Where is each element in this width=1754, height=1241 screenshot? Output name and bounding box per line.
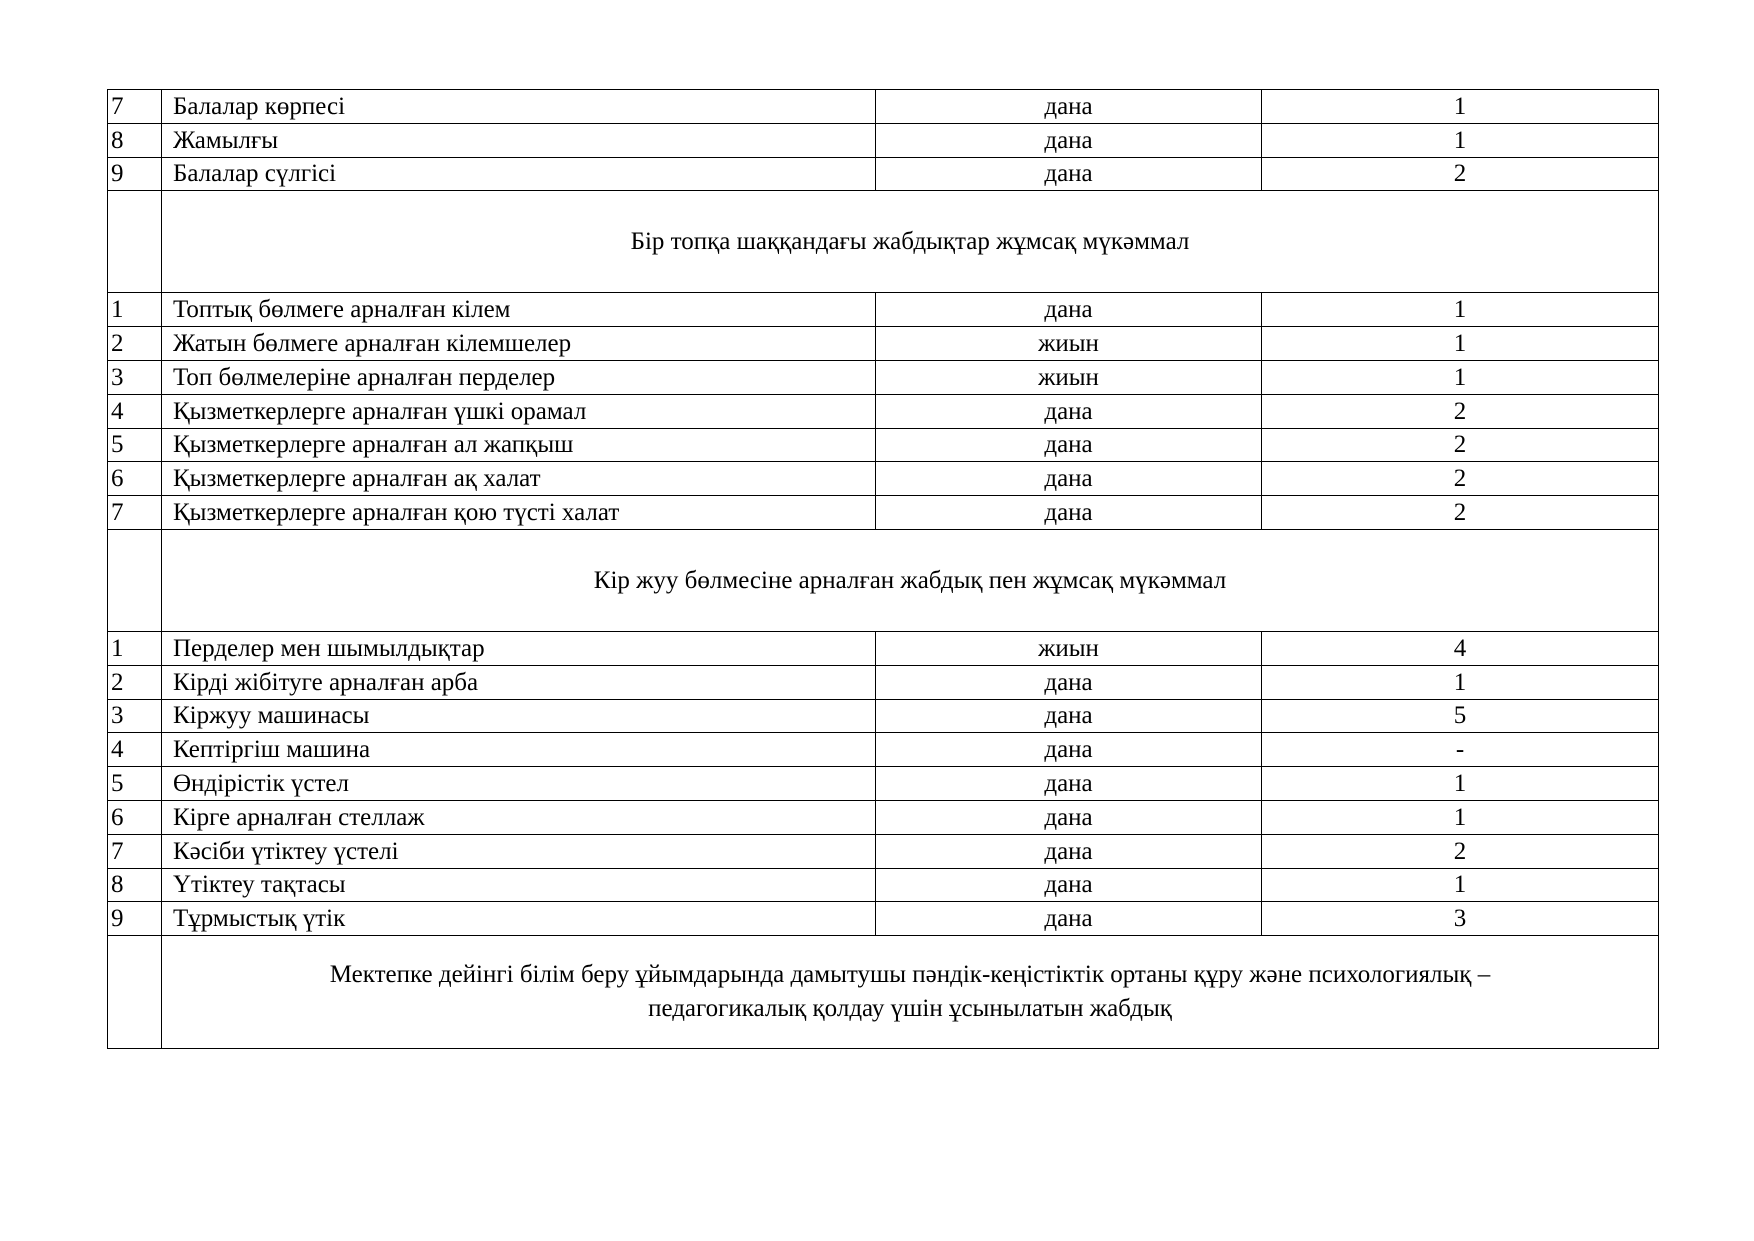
item-unit: дана [876, 157, 1262, 191]
row-number: 3 [108, 699, 162, 733]
row-number: 4 [108, 394, 162, 428]
item-unit: дана [876, 699, 1262, 733]
section-number-cell [108, 529, 162, 631]
row-number: 3 [108, 360, 162, 394]
item-unit: дана [876, 123, 1262, 157]
table-row [108, 360, 1659, 394]
item-quantity: 2 [1262, 462, 1659, 496]
section-number-cell [108, 936, 162, 1049]
item-unit: дана [876, 902, 1262, 936]
item-unit: дана [876, 767, 1262, 801]
item-name: Жатын бөлмеге арналған кілемшелер [162, 327, 876, 361]
item-unit: дана [876, 665, 1262, 699]
item-quantity: 1 [1262, 767, 1659, 801]
item-quantity: 1 [1262, 293, 1659, 327]
table-row [108, 868, 1659, 902]
item-name: Кәсіби үтіктеу үстелі [162, 834, 876, 868]
section-header-row [108, 529, 1659, 631]
item-name: Перделер мен шымылдықтар [162, 631, 876, 665]
item-name: Тұрмыстық үтік [162, 902, 876, 936]
item-quantity: 1 [1262, 360, 1659, 394]
item-unit: дана [876, 394, 1262, 428]
item-unit: дана [876, 496, 1262, 530]
item-unit: дана [876, 90, 1262, 124]
item-name: Қызметкерлерге арналған қою түсті халат [162, 496, 876, 530]
row-number: 7 [108, 90, 162, 124]
table-row [108, 800, 1659, 834]
table-row [108, 90, 1659, 124]
item-name: Өндірістік үстел [162, 767, 876, 801]
item-unit: дана [876, 293, 1262, 327]
item-quantity: 1 [1262, 800, 1659, 834]
row-number: 7 [108, 834, 162, 868]
row-number: 7 [108, 496, 162, 530]
section-header-row [108, 191, 1659, 293]
row-number: 6 [108, 462, 162, 496]
row-number: 6 [108, 800, 162, 834]
item-quantity: 1 [1262, 123, 1659, 157]
table-row [108, 631, 1659, 665]
item-unit: дана [876, 834, 1262, 868]
row-number: 5 [108, 767, 162, 801]
item-quantity: 1 [1262, 90, 1659, 124]
item-name: Топтық бөлмеге арналған кілем [162, 293, 876, 327]
item-unit: дана [876, 428, 1262, 462]
item-quantity: - [1262, 733, 1659, 767]
item-quantity: 4 [1262, 631, 1659, 665]
section-header-row [108, 936, 1659, 1049]
table-row [108, 428, 1659, 462]
table-row [108, 327, 1659, 361]
table-row [108, 462, 1659, 496]
item-name: Балалар сүлгісі [162, 157, 876, 191]
section-title-line-1: Мектепке дейінгі білім беру ұйымдарында дамытушы пәндік-кеңістіктік ортаны құру және психологиялық – [329, 961, 1491, 989]
item-quantity: 1 [1262, 665, 1659, 699]
section-number-cell [108, 191, 162, 293]
item-unit: жиын [876, 631, 1262, 665]
item-name: Жамылғы [162, 123, 876, 157]
section-title: Кір жуу бөлмесіне арналған жабдық пен жұмсақ мүкәммал [162, 529, 1659, 631]
item-quantity: 3 [1262, 902, 1659, 936]
item-name: Кіржуу машинасы [162, 699, 876, 733]
section-title: Бір топқа шаққандағы жабдықтар жұмсақ мүкәммал [162, 191, 1659, 293]
item-quantity: 2 [1262, 157, 1659, 191]
section-title-line-2: педагогикалық қолдау үшін ұсынылатын жабдық [648, 995, 1172, 1023]
table-row [108, 293, 1659, 327]
equipment-table [107, 89, 1659, 1049]
row-number: 1 [108, 293, 162, 327]
row-number: 9 [108, 157, 162, 191]
item-unit: дана [876, 868, 1262, 902]
item-unit: дана [876, 733, 1262, 767]
item-quantity: 2 [1262, 394, 1659, 428]
table-row [108, 699, 1659, 733]
table-row [108, 767, 1659, 801]
table-row [108, 902, 1659, 936]
item-quantity: 2 [1262, 428, 1659, 462]
table-row [108, 733, 1659, 767]
row-number: 8 [108, 868, 162, 902]
item-unit: дана [876, 462, 1262, 496]
row-number: 9 [108, 902, 162, 936]
item-name: Балалар көрпесі [162, 90, 876, 124]
item-unit: жиын [876, 327, 1262, 361]
row-number: 5 [108, 428, 162, 462]
table-row [108, 157, 1659, 191]
section-title [162, 936, 1659, 1049]
table-row [108, 394, 1659, 428]
item-name: Топ бөлмелеріне арналған перделер [162, 360, 876, 394]
item-quantity: 1 [1262, 327, 1659, 361]
item-name: Кептіргіш машина [162, 733, 876, 767]
row-number: 2 [108, 665, 162, 699]
table-row [108, 496, 1659, 530]
item-unit: дана [876, 800, 1262, 834]
table-row [108, 834, 1659, 868]
item-name: Үтіктеу тақтасы [162, 868, 876, 902]
item-unit: жиын [876, 360, 1262, 394]
row-number: 4 [108, 733, 162, 767]
item-quantity: 1 [1262, 868, 1659, 902]
item-quantity: 5 [1262, 699, 1659, 733]
item-name: Кірге арналған стеллаж [162, 800, 876, 834]
item-name: Қызметкерлерге арналған ақ халат [162, 462, 876, 496]
item-name: Кірді жібітуге арналған арба [162, 665, 876, 699]
row-number: 8 [108, 123, 162, 157]
table-row [108, 123, 1659, 157]
item-name: Қызметкерлерге арналған ал жапқыш [162, 428, 876, 462]
item-quantity: 2 [1262, 834, 1659, 868]
row-number: 1 [108, 631, 162, 665]
table-row [108, 665, 1659, 699]
item-quantity: 2 [1262, 496, 1659, 530]
row-number: 2 [108, 327, 162, 361]
item-name: Қызметкерлерге арналған үшкі орамал [162, 394, 876, 428]
